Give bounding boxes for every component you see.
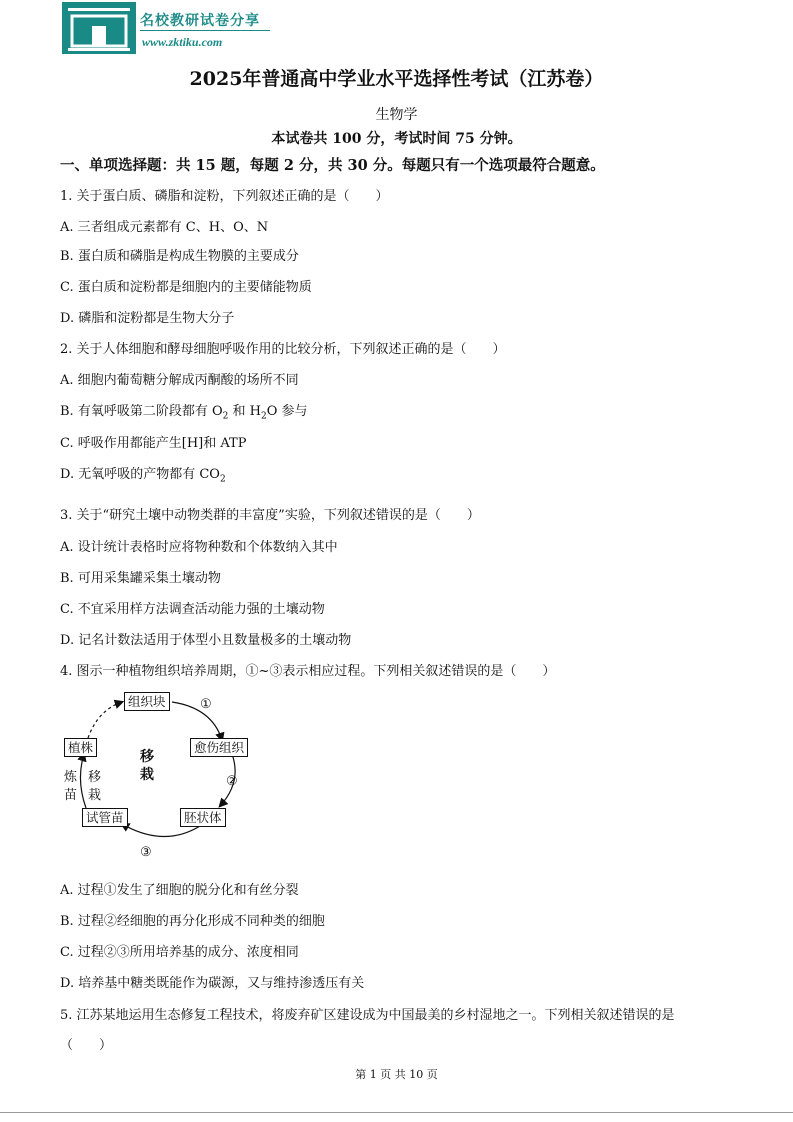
question-stem-continued: （ ） [60, 1038, 113, 1053]
subject: 生物学 [375, 107, 418, 123]
option: B. 过程②经细胞的再分化形成不同种类的细胞 [60, 914, 325, 929]
logo-url: www.zktiku.com [142, 35, 223, 49]
hardening-label-2: 苗 [64, 788, 78, 803]
option: A. 过程①发生了细胞的脱分化和有丝分裂 [60, 883, 299, 898]
option: C. 呼吸作用都能产生[H]和 ATP [60, 436, 247, 451]
question-stem: 1. 关于蛋白质、磷脂和淀粉，下列叙述正确的是（ ） [60, 189, 389, 204]
logo-divider [140, 30, 270, 31]
tissue-culture-diagram [60, 688, 260, 858]
option [60, 463, 226, 485]
option-text: 和 H [228, 404, 261, 419]
question-stem: 5. 江苏某地运用生态修复工程技术，将废弃矿区建设成为中国最美的乡村湿地之一。下列相关叙述错误的是 [60, 1008, 675, 1023]
box-plant: 植株 [64, 738, 97, 757]
option: D. 磷脂和淀粉都是生物大分子 [60, 311, 235, 326]
section-heading: 一、单项选择题：共 15 题，每题 2 分，共 30 分。每题只有一个选项最符合题意。 [60, 157, 605, 174]
option: A. 细胞内葡萄糖分解成丙酮酸的场所不同 [60, 373, 299, 388]
question-stem: 2. 关于人体细胞和酵母细胞呼吸作用的比较分析，下列叙述正确的是（ ） [60, 342, 506, 357]
option-text: O 参与 [266, 404, 308, 419]
option: B. 蛋白质和磷脂是构成生物膜的主要成分 [60, 249, 299, 264]
subscript: 2 [219, 474, 226, 485]
box-explant: 组织块 [124, 692, 170, 711]
option [60, 400, 307, 422]
building-icon [62, 2, 136, 54]
center-label-bottom: 栽 [140, 767, 154, 783]
step-label-2: ② [226, 774, 238, 789]
center-label-top: 移 [140, 749, 154, 765]
exam-title: 2025年普通高中学业水平选择性考试（江苏卷） [189, 68, 604, 90]
logo-name: 名校教研试卷分享 [140, 13, 260, 29]
option: C. 蛋白质和淀粉都是细胞内的主要储能物质 [60, 280, 312, 295]
option-text: B. 有氧呼吸第二阶段都有 O [60, 404, 223, 419]
logo-emblem [62, 2, 136, 54]
transplant-label-1: 移 [88, 770, 102, 785]
question-stem: 3. 关于“研究土壤中动物类群的丰富度”实验，下列叙述错误的是（ ） [60, 508, 480, 523]
option: A. 设计统计表格时应将物种数和个体数纳入其中 [60, 540, 338, 555]
box-embryoid: 胚状体 [180, 808, 226, 827]
page-footer: 第 1 页 共 10 页 [355, 1068, 438, 1081]
option: D. 培养基中糖类既能作为碳源，又与维持渗透压有关 [60, 976, 365, 991]
option: D. 记名计数法适用于体型小且数量极多的土壤动物 [60, 633, 352, 648]
option: A. 三者组成元素都有 C、H、O、N [60, 220, 269, 235]
option-text: D. 无氧呼吸的产物都有 CO [60, 467, 220, 482]
subscript: 2 [222, 411, 229, 422]
box-callus: 愈伤组织 [190, 738, 248, 757]
option: B. 可用采集罐采集土壤动物 [60, 571, 221, 586]
subscript: 2 [260, 411, 267, 422]
question-stem: 4. 图示一种植物组织培养周期，①~③表示相应过程。下列相关叙述错误的是（ ） [60, 664, 556, 679]
exam-info: 本试卷共 100 分，考试时间 75 分钟。 [271, 131, 522, 147]
transplant-label-2: 栽 [88, 788, 102, 803]
option: C. 不宜采用样方法调查活动能力强的土壤动物 [60, 602, 325, 617]
step-label-3: ③ [140, 845, 152, 860]
bottom-divider [0, 1112, 793, 1113]
box-plantlet: 试管苗 [82, 808, 128, 827]
hardening-label-1: 炼 [64, 770, 78, 785]
step-label-1: ① [200, 697, 212, 712]
site-logo [62, 2, 272, 56]
option: C. 过程②③所用培养基的成分、浓度相同 [60, 945, 299, 960]
